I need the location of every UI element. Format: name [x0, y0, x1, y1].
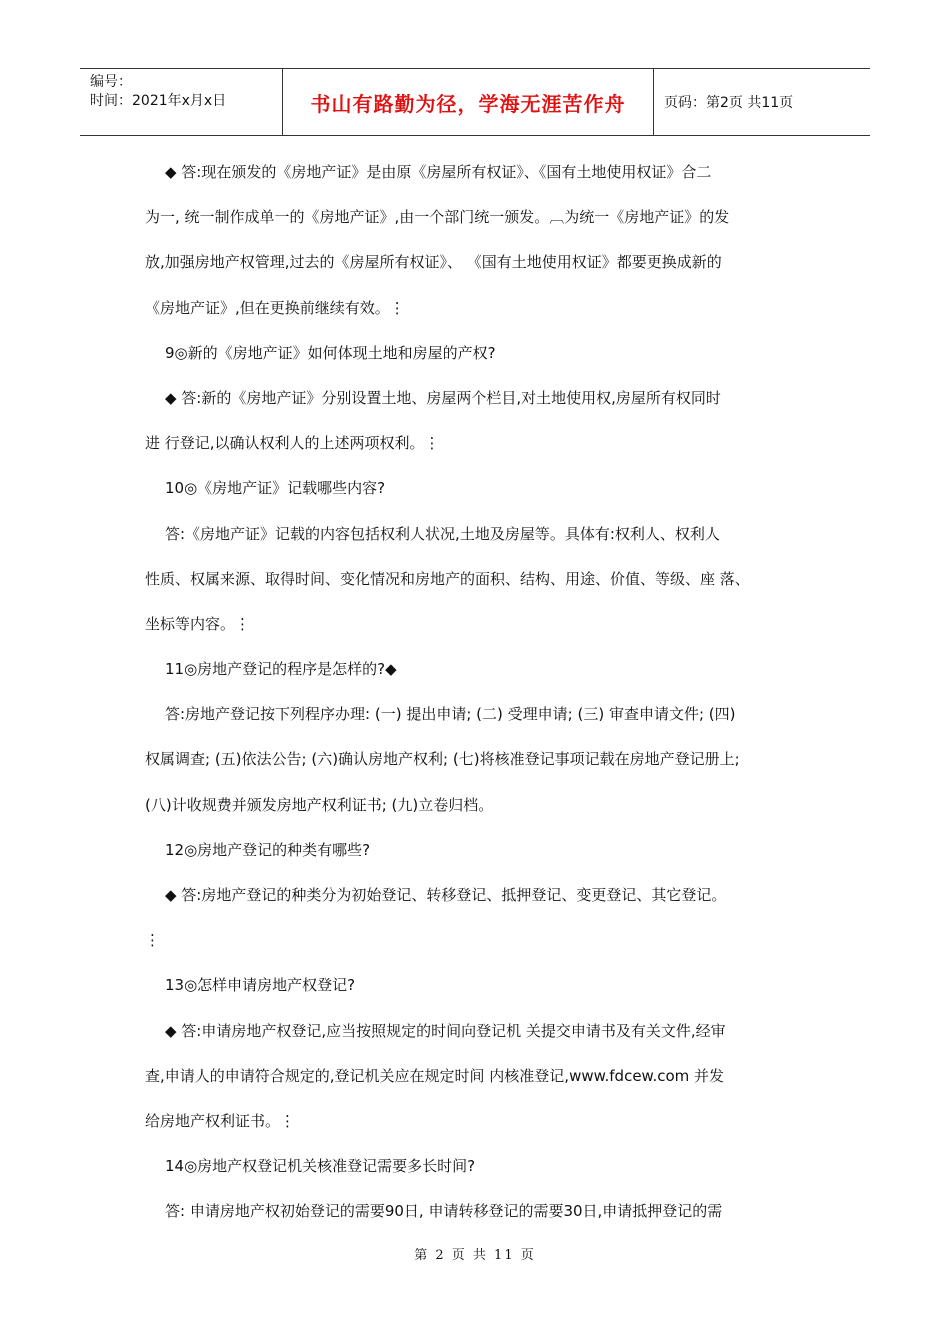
- text-line: 答:《房地产证》记载的内容包括权利人状况,土地及房屋等。具体有:权利人、权利人: [165, 524, 720, 543]
- text-line: 坐标等内容。⋮: [145, 614, 251, 633]
- header-motto: 书山有路勤为径，学海无涯苦作舟: [282, 69, 654, 135]
- text-line: 答: 申请房地产权初始登记的需要90日, 申请转移登记的需要30日,申请抵押登记的需: [165, 1202, 723, 1221]
- text-line: (八)计收规费并颁发房地产权利证书; (九)立卷归档。: [145, 795, 494, 814]
- text-line: ◆ 答:申请房地产权登记,应当按照规定的时间向登记机 关提交申请书及有关文件,经审: [165, 1021, 726, 1040]
- text-line: 查,申请人的申请符合规定的,登记机关应在规定时间 内核准登记,www.fdcew.com 并发: [145, 1066, 725, 1085]
- question-heading: 9◎新的《房地产证》如何体现土地和房屋的产权?: [165, 343, 496, 362]
- text-line: ◆ 答:现在颁发的《房地产证》是由原《房屋所有权证》、《国有土地使用权证》合二: [165, 163, 712, 181]
- text-line: 答:房地产登记按下列程序办理: (一) 提出申请; (二) 受理申请; (三) 审查申请文件; (四): [165, 705, 736, 724]
- text-line: ◆ 答:新的《房地产证》分别设置土地、房屋两个栏目,对土地使用权,房屋所有权同时: [165, 388, 721, 407]
- question-heading: 14◎房地产权登记机关核准登记需要多长时间?: [165, 1157, 476, 1176]
- document-date: 时间：2021年x月x日: [90, 93, 227, 109]
- text-line: 放,加强房地产权管理,过去的《房屋所有权证》、 《国有土地使用权证》都要更换成新的: [145, 253, 722, 272]
- document-number-label: 编号：: [90, 74, 132, 90]
- document-body: [145, 150, 825, 1235]
- question-heading: 12◎房地产登记的种类有哪些?: [165, 840, 371, 859]
- text-line: 为一, 统一制作成单一的《房地产证》,由一个部门统一颁发。︹为统一《房地产证》的发: [145, 208, 730, 227]
- text-line: 《房地产证》,但在更换前继续有效。⋮: [145, 298, 405, 317]
- page-footer: 第 2 页 共 11 页: [414, 1248, 536, 1263]
- text-line: 权属调查; (五)依法公告; (六)确认房地产权利; (七)将核准登记事项记载在房地产登记册上;: [145, 750, 740, 769]
- header-page-info: 页码：第2页 共11页: [664, 95, 794, 111]
- question-heading: 11◎房地产登记的程序是怎样的?◆: [165, 660, 397, 679]
- text-line: 进 行登记,以确认权利人的上述两项权利。⋮: [145, 434, 440, 453]
- text-line: 性质、权属来源、取得时间、变化情况和房地产的面积、结构、用途、价值、等级、座 落、: [145, 569, 750, 588]
- text-line: 给房地产权利证书。⋮: [145, 1111, 296, 1130]
- header-meta: [80, 69, 282, 135]
- question-heading: 13◎怎样申请房地产权登记?: [165, 976, 356, 995]
- question-heading: 10◎《房地产证》记载哪些内容?: [165, 479, 386, 498]
- page-header: [80, 68, 870, 136]
- text-line: ◆ 答:房地产登记的种类分为初始登记、转移登记、抵押登记、变更登记、其它登记。: [165, 886, 727, 904]
- text-line: ⋮: [145, 931, 160, 950]
